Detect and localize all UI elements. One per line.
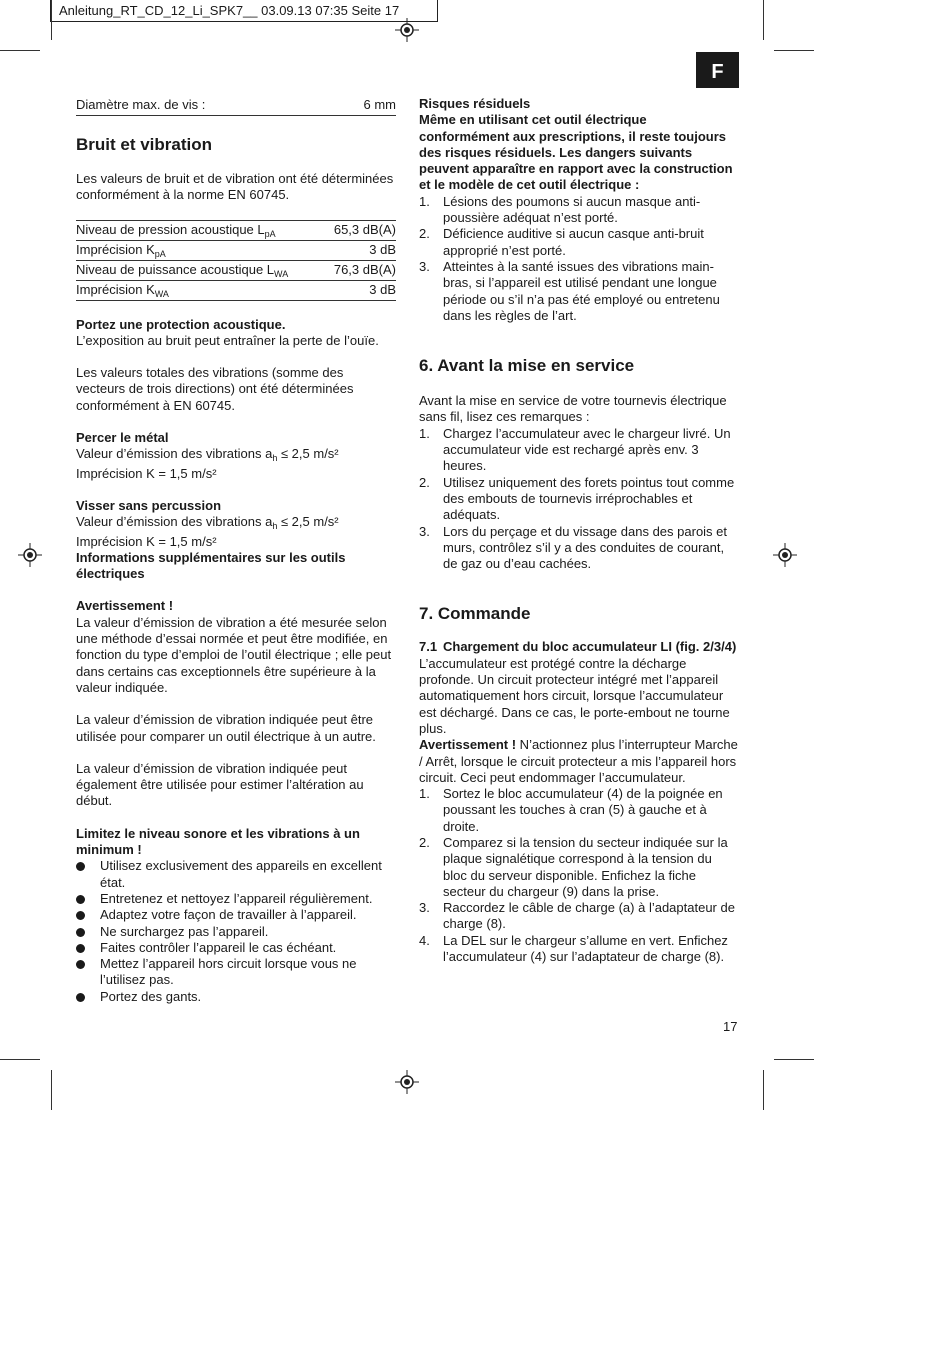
screw-emission-sub: h: [272, 521, 278, 532]
spec-value: 6 mm: [363, 97, 396, 112]
metal-title: Percer le métal: [76, 430, 169, 446]
risk-intro: Même en utilisant cet outil électrique conformément aux prescriptions, il reste toujours des risques résiduels. Les dangers suivants peuvent apparaître en rapport avec la construction et le modèle de cet outil électrique :: [419, 112, 733, 193]
right-column: [419, 96, 739, 965]
spec-value: 3 dB: [369, 281, 396, 297]
list-item: [76, 907, 396, 923]
charge-text: L’accumulateur est protégé contre la décharge profonde. Un circuit protecteur intégré met l’appareil automatiquement hors circuit, lorsque l’accumulateur est déchargé. Dans ce cas, le porte-embout ne tourne plus.: [419, 655, 730, 736]
list-item: [419, 835, 739, 900]
spec-value: 3 dB: [369, 241, 396, 257]
list-item-text: Adaptez votre façon de travailler à l’appareil.: [100, 907, 357, 923]
language-tab: F: [696, 52, 739, 88]
list-item-text: La DEL sur le chargeur s’allume en vert. Enfichez l’accumulateur (4) sur l’adaptateur de charge (8).: [443, 932, 728, 965]
list-number: 4.: [419, 932, 430, 948]
left-column: [76, 96, 396, 1005]
list-number: 2.: [419, 474, 430, 490]
list-item: [76, 989, 396, 1005]
metal-emission: [76, 446, 396, 462]
protect-title: Portez une protection acoustique.: [76, 316, 286, 332]
bullet-icon: [76, 928, 85, 937]
list-item-text: Lors du perçage et du vissage dans des parois et murs, contrôlez s’il y a des conduites de courant, de gaz ou d’eau cachées.: [443, 523, 728, 572]
registration-mark-icon: [395, 1070, 419, 1094]
bullet-icon: [76, 911, 85, 920]
spec-sub: pA: [264, 228, 276, 239]
bullet-icon: [76, 960, 85, 969]
list-item-text: Utilisez exclusivement des appareils en excellent état.: [100, 858, 382, 890]
charge-warning: [419, 737, 739, 786]
spec-row-screw-diameter: [76, 96, 396, 116]
spec-row: [76, 221, 396, 241]
spec-value: 65,3 dB(A): [333, 221, 396, 237]
crop-mark: [0, 50, 40, 51]
list-item: [419, 786, 739, 835]
subsection-title-charging: [419, 639, 739, 655]
metal-emission-prefix: Valeur d’émission des vibrations a: [76, 446, 273, 462]
list-item: [419, 259, 739, 324]
crop-mark: [774, 1059, 814, 1060]
list-number: 3.: [419, 258, 430, 274]
list-item-text: Mettez l’appareil hors circuit lorsque vous ne l’utilisez pas.: [100, 956, 357, 988]
list-number: 2.: [419, 834, 430, 850]
list-number: 1.: [419, 425, 430, 441]
spec-label: Niveau de puissance acoustique L: [76, 261, 275, 277]
list-item: [419, 933, 739, 966]
metal-emission-value: ≤ 2,5 m/s²: [277, 446, 339, 462]
spec-sub: WA: [154, 288, 169, 299]
noise-intro: Les valeurs de bruit et de vibration ont été déterminées conformément à la norme EN 60745.: [76, 171, 394, 203]
estimate-text: La valeur d’émission de vibration indiquée peut également être utilisée pour estimer l’altération au début.: [76, 760, 364, 809]
list-item: [419, 900, 739, 933]
list-item-text: Atteintes à la santé issues des vibrations main-bras, si l’appareil est utilisé pendant une longue période ou s’il n’a pas été employé ou entretenu dans les règles de l’art.: [443, 258, 720, 323]
list-number: 3.: [419, 900, 430, 916]
section-title-command: 7. Commande: [419, 604, 531, 624]
bullet-icon: [76, 862, 85, 871]
list-number: 1.: [419, 786, 430, 802]
list-item-text: Portez des gants.: [100, 988, 202, 1004]
list-item: [76, 940, 396, 956]
spec-label: Imprécision K: [76, 241, 155, 257]
vibration-total-text: Les valeurs totales des vibrations (somme des vecteurs de trois directions) ont été déterminées conformément à EN 60745.: [76, 365, 354, 413]
list-item: [76, 858, 396, 891]
screw-emission: [76, 514, 396, 530]
spec-sub: WA: [274, 268, 289, 279]
charge-warning-text: N’actionnez plus l’interrupteur Marche / Arrêt, lorsque le circuit protecteur a mis l’appareil hors circuit. Ceci peut endommager l’accumulateur.: [419, 737, 738, 785]
crop-mark: [774, 50, 814, 51]
risk-list: [419, 194, 739, 324]
list-number: 3.: [419, 523, 430, 539]
subsection-title-text: Chargement du bloc accumulateur LI (fig. 2/3/4): [443, 639, 737, 655]
risk-title: Risques résiduels: [419, 96, 531, 111]
spec-row: [76, 281, 396, 301]
crop-mark: [763, 0, 764, 40]
warning-text: La valeur d’émission de vibration a été mesurée selon une méthode d’essai normée et peut être modifiée, en fonction du type d’emploi de l’outil électrique ; elle peut dans certains cas exceptionnels être supérieure à la valeur indiquée.: [76, 614, 392, 695]
extra-info-title: Informations supplémentaires sur les outils électriques: [76, 549, 346, 582]
spec-label: Niveau de pression acoustique L: [76, 221, 265, 237]
crop-mark: [0, 1059, 40, 1060]
spec-row: [76, 241, 396, 261]
protect-text: L’exposition au bruit peut entraîner la perte de l’ouïe.: [76, 332, 379, 348]
screw-imprecision: Imprécision K = 1,5 m/s²: [76, 533, 217, 549]
crop-mark: [51, 1070, 52, 1110]
list-item: [419, 426, 739, 475]
spec-row: [76, 261, 396, 281]
list-item-text: Ne surchargez pas l’appareil.: [100, 923, 269, 939]
spec-sub: pA: [154, 248, 166, 259]
crop-mark: [763, 1070, 764, 1110]
list-number: 2.: [419, 226, 430, 242]
list-item-text: Raccordez le câble de charge (a) à l’adaptateur de charge (8).: [443, 900, 735, 932]
compare-text: La valeur d’émission de vibration indiquée peut être utilisée pour comparer un outil électrique à un autre.: [76, 712, 376, 744]
page-number: 17: [723, 1019, 738, 1034]
print-slug: Anleitung_RT_CD_12_Li_SPK7__ 03.09.13 07:35 Seite 17: [50, 0, 438, 22]
list-item-text: Chargez l’accumulateur avec le chargeur livré. Un accumulateur vide est rechargé après env. 3 heures.: [443, 425, 731, 474]
list-item-text: Faites contrôler l’appareil le cas échéant.: [100, 939, 337, 955]
list-item: [76, 924, 396, 940]
list-item: [76, 956, 396, 989]
list-item-text: Comparez si la tension du secteur indiquée sur la plaque signalétique correspond à la tension du bloc du serveur disponible. Enfichez la fiche secteur du chargeur (9) dans la prise.: [443, 834, 728, 899]
limit-list: [76, 858, 396, 1005]
metal-emission-sub: h: [272, 453, 278, 464]
screw-emission-prefix: Valeur d’émission des vibrations a: [76, 514, 273, 530]
screw-emission-value: ≤ 2,5 m/s²: [277, 514, 339, 530]
list-item: [419, 194, 739, 227]
section-title-noise: Bruit et vibration: [76, 135, 213, 154]
registration-mark-icon: [395, 18, 419, 42]
list-item: [419, 475, 739, 524]
list-item: [419, 524, 739, 573]
list-item-text: Déficience auditive si aucun casque anti-bruit approprié n’est porté.: [443, 226, 704, 258]
charge-list: [419, 786, 739, 965]
bullet-icon: [76, 993, 85, 1002]
list-item: [419, 226, 739, 259]
limit-title: Limitez le niveau sonore et les vibrations à un minimum !: [76, 825, 360, 858]
list-item-text: Sortez le bloc accumulateur (4) de la poignée en poussant les touches à cran (5) à gauche et à droite.: [443, 786, 723, 834]
registration-mark-icon: [18, 543, 42, 567]
bullet-icon: [76, 895, 85, 904]
warning-title: Avertissement !: [76, 598, 174, 614]
list-number: 1.: [419, 193, 430, 209]
subsection-number: 7.1: [419, 639, 438, 655]
list-item-text: Entretenez et nettoyez l’appareil régulièrement.: [100, 890, 373, 906]
bullet-icon: [76, 944, 85, 953]
screw-title: Visser sans percussion: [76, 497, 222, 513]
list-item-text: Utilisez uniquement des forets pointus tout comme des embouts de tournevis irréprochables et adéquats.: [443, 474, 735, 523]
noise-spec-table: [76, 220, 396, 301]
list-item: [76, 891, 396, 907]
spec-label: Diamètre max. de vis :: [76, 97, 206, 112]
registration-mark-icon: [773, 543, 797, 567]
spec-label: Imprécision K: [76, 281, 155, 297]
before-list: [419, 426, 739, 573]
metal-imprecision: Imprécision K = 1,5 m/s²: [76, 465, 217, 481]
list-item-text: Lésions des poumons si aucun masque anti-poussière adéquat n’est porté.: [443, 193, 701, 226]
before-intro: Avant la mise en service de votre tournevis électrique sans fil, lisez ces remarques :: [419, 393, 727, 425]
spec-value: 76,3 dB(A): [333, 261, 396, 277]
section-title-before-use: 6. Avant la mise en service: [419, 356, 635, 376]
crop-mark: [51, 0, 52, 40]
charge-warning-label: Avertissement !: [419, 737, 517, 753]
